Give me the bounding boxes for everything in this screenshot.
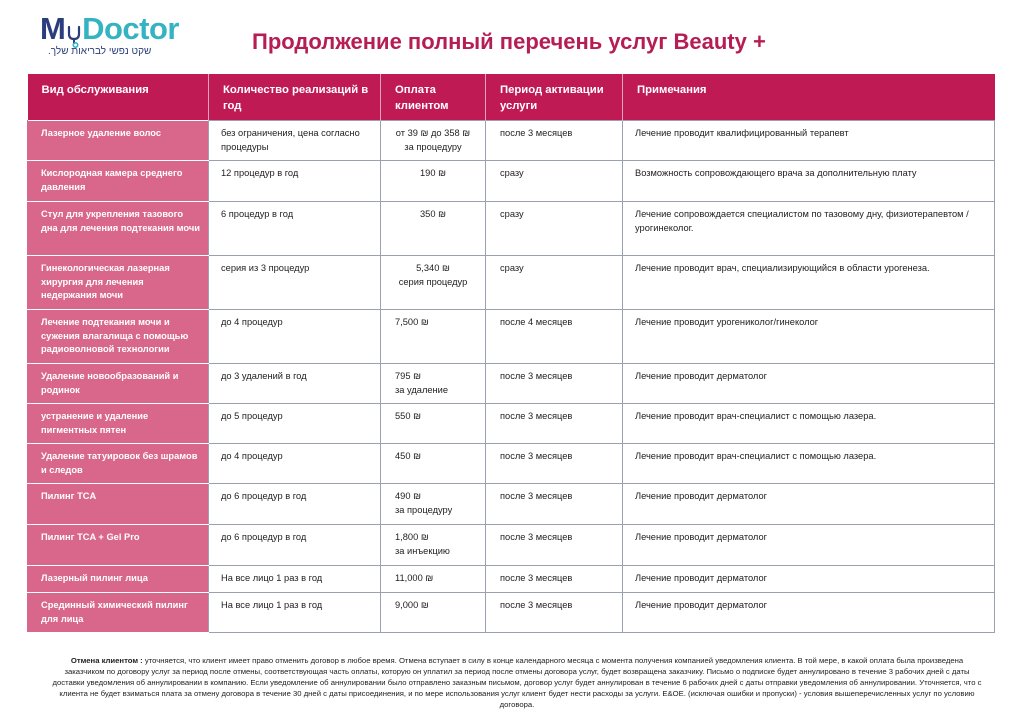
payment-unit: за инъекцию <box>395 545 450 556</box>
header-quantity: Количество реализаций в год <box>209 74 381 121</box>
payment-amount: 11,000 ₪ <box>395 573 434 583</box>
payment-amount: 7,500 ₪ <box>395 317 429 327</box>
payment-amount: 1,800 ₪ <box>395 532 429 542</box>
table-row <box>28 525 995 566</box>
service-notes: Лечение проводит дерматолог <box>623 364 995 404</box>
service-period: после 3 месяцев <box>486 525 623 566</box>
table-header-row <box>28 74 995 121</box>
service-payment <box>381 593 486 633</box>
service-payment <box>381 566 486 593</box>
service-period: сразу <box>486 256 623 310</box>
payment-unit: серия процедур <box>398 276 468 287</box>
service-quantity: без ограничения, цена согласно процедуры <box>209 121 381 161</box>
service-name: устранение и удаление пигментных пятен <box>28 404 209 444</box>
service-period: после 3 месяцев <box>486 484 623 525</box>
service-name: Гинекологическая лазерная хирургия для лечения недержания мочи <box>28 256 209 310</box>
service-period: после 3 месяцев <box>486 364 623 404</box>
payment-unit: за процедуру <box>395 504 453 515</box>
service-quantity: На все лицо 1 раз в год <box>209 593 381 633</box>
service-period: после 3 месяцев <box>486 593 623 633</box>
service-quantity: 6 процедур в год <box>209 202 381 256</box>
service-name: Лазерное удаление волос <box>28 121 209 161</box>
payment-amount: 5,340 ₪ <box>416 263 450 273</box>
service-quantity: до 3 удалений в год <box>209 364 381 404</box>
logo-word-doctor: Doctor <box>82 11 179 46</box>
service-period: после 3 месяцев <box>486 404 623 444</box>
footnote-text: уточняется, что клиент имеет право отменить договор в любое время. Отмена вступает в силу в конце календарного месяца с момента получения компанией уведомления клиента. В той мере, в какой оплата была произведена заказчиком по договору услуг за период после отмены, соответствующая часть оплаты, которую он уплатил за период после отмены договора услуг, будет возвращена заказчику. Письмо о подписке будет аннулировано в течение 3 рабочих дней с даты доставки уведомления об аннулировании в компанию. Если уведомление об аннулировании было отправлено заказным письмом, договор услуг будет аннулирован в течение 6 рабочих дней с даты отправки уведомления об аннулировании. Уточняется, что с клиента не будет взиматься плата за отмену договора в течение 30 дней с даты присоединения, и по мере использования услуг клиент будет нести расходы за услуги. E&OE. (исключая ошибки и пропуски) - условия вышеперечисленных услуг по условию договора. <box>52 656 982 710</box>
table-row <box>28 593 995 633</box>
service-notes: Лечение проводит дерматолог <box>623 484 995 525</box>
service-period: после 4 месяцев <box>486 310 623 364</box>
payment-amount: 9,000 ₪ <box>395 600 429 610</box>
footnote-label: Отмена клиентом : <box>70 656 143 665</box>
table-row <box>28 404 995 444</box>
service-payment <box>381 364 486 404</box>
service-period: сразу <box>486 161 623 202</box>
service-payment <box>381 121 486 161</box>
service-period: после 3 месяцев <box>486 121 623 161</box>
service-payment <box>381 444 486 484</box>
service-quantity: до 4 процедур <box>209 444 381 484</box>
stethoscope-icon <box>66 26 84 48</box>
table-row <box>28 444 995 484</box>
service-notes: Лечение проводит врач, специализирующийся в области урогенеза. <box>623 256 995 310</box>
payment-unit: за процедуру <box>404 141 462 152</box>
service-name: Кислородная камера среднего давления <box>28 161 209 202</box>
services-table <box>27 74 995 633</box>
service-name: Лечение подтекания мочи и сужения влагалища с помощью радиоволновой технологии <box>28 310 209 364</box>
payment-amount: 450 ₪ <box>395 451 421 461</box>
header-payment: Оплата клиентом <box>381 74 486 121</box>
service-notes: Лечение проводит дерматолог <box>623 566 995 593</box>
payment-amount: 190 ₪ <box>420 168 446 178</box>
service-payment <box>381 161 486 202</box>
service-name: Удаление новообразований и родинок <box>28 364 209 404</box>
service-notes: Лечение проводит врач-специалист с помощью лазера. <box>623 444 995 484</box>
page-title: Продолжение полный перечень услуг Beauty + <box>252 29 766 54</box>
service-quantity: до 4 процедур <box>209 310 381 364</box>
service-quantity: 12 процедур в год <box>209 161 381 202</box>
service-payment <box>381 310 486 364</box>
payment-amount: 350 ₪ <box>420 209 446 219</box>
service-quantity: до 6 процедур в год <box>209 525 381 566</box>
payment-amount: 795 ₪ <box>395 371 421 381</box>
service-payment <box>381 202 486 256</box>
service-notes: Лечение проводит дерматолог <box>623 593 995 633</box>
table-row <box>28 256 995 310</box>
service-name: Пилинг TCA <box>28 484 209 525</box>
payment-amount: 550 ₪ <box>395 411 421 421</box>
service-payment <box>381 525 486 566</box>
table-row <box>28 484 995 525</box>
service-payment <box>381 256 486 310</box>
logo-tagline: שקט נפשי לבריאות שלך. <box>48 46 152 57</box>
service-notes: Лечение проводит квалифицированный терапевт <box>623 121 995 161</box>
service-quantity: серия из 3 процедур <box>209 256 381 310</box>
table-row <box>28 566 995 593</box>
cancellation-footnote <box>52 655 982 710</box>
service-name: Стул для укрепления тазового дна для лечения подтекания мочи <box>28 202 209 256</box>
service-notes: Лечение проводит урогениколог/гинеколог <box>623 310 995 364</box>
service-period: после 3 месяцев <box>486 566 623 593</box>
service-quantity: до 6 процедур в год <box>209 484 381 525</box>
header-activation-period: Период активации услуги <box>486 74 623 121</box>
service-notes: Лечение проводит врач-специалист с помощью лазера. <box>623 404 995 444</box>
service-name: Пилинг TCA + Gel Pro <box>28 525 209 566</box>
service-notes: Лечение проводит дерматолог <box>623 525 995 566</box>
service-notes: Возможность сопровождающего врача за дополнительную плату <box>623 161 995 202</box>
payment-unit: за удаление <box>395 384 449 395</box>
logo-wordmark <box>40 12 179 46</box>
service-period: сразу <box>486 202 623 256</box>
service-notes: Лечение сопровождается специалистом по тазовому дну, физиотерапевтом / урогинеколог. <box>623 202 995 256</box>
table-row <box>28 310 995 364</box>
service-period: после 3 месяцев <box>486 444 623 484</box>
payment-amount: от 39 ₪ до 358 ₪ <box>395 128 471 138</box>
service-payment <box>381 404 486 444</box>
service-name: Срединный химический пилинг для лица <box>28 593 209 633</box>
table-row <box>28 121 995 161</box>
service-payment <box>381 484 486 525</box>
service-name: Лазерный пилинг лица <box>28 566 209 593</box>
header-service-type: Вид обслуживания <box>28 74 209 121</box>
service-quantity: На все лицо 1 раз в год <box>209 566 381 593</box>
table-row <box>28 161 995 202</box>
header-notes: Примечания <box>623 74 995 121</box>
table-row <box>28 202 995 256</box>
table-row <box>28 364 995 404</box>
logo <box>40 12 210 62</box>
service-quantity: до 5 процедур <box>209 404 381 444</box>
logo-letter-m: M <box>40 11 66 46</box>
payment-amount: 490 ₪ <box>395 491 421 501</box>
service-name: Удаление татуировок без шрамов и следов <box>28 444 209 484</box>
